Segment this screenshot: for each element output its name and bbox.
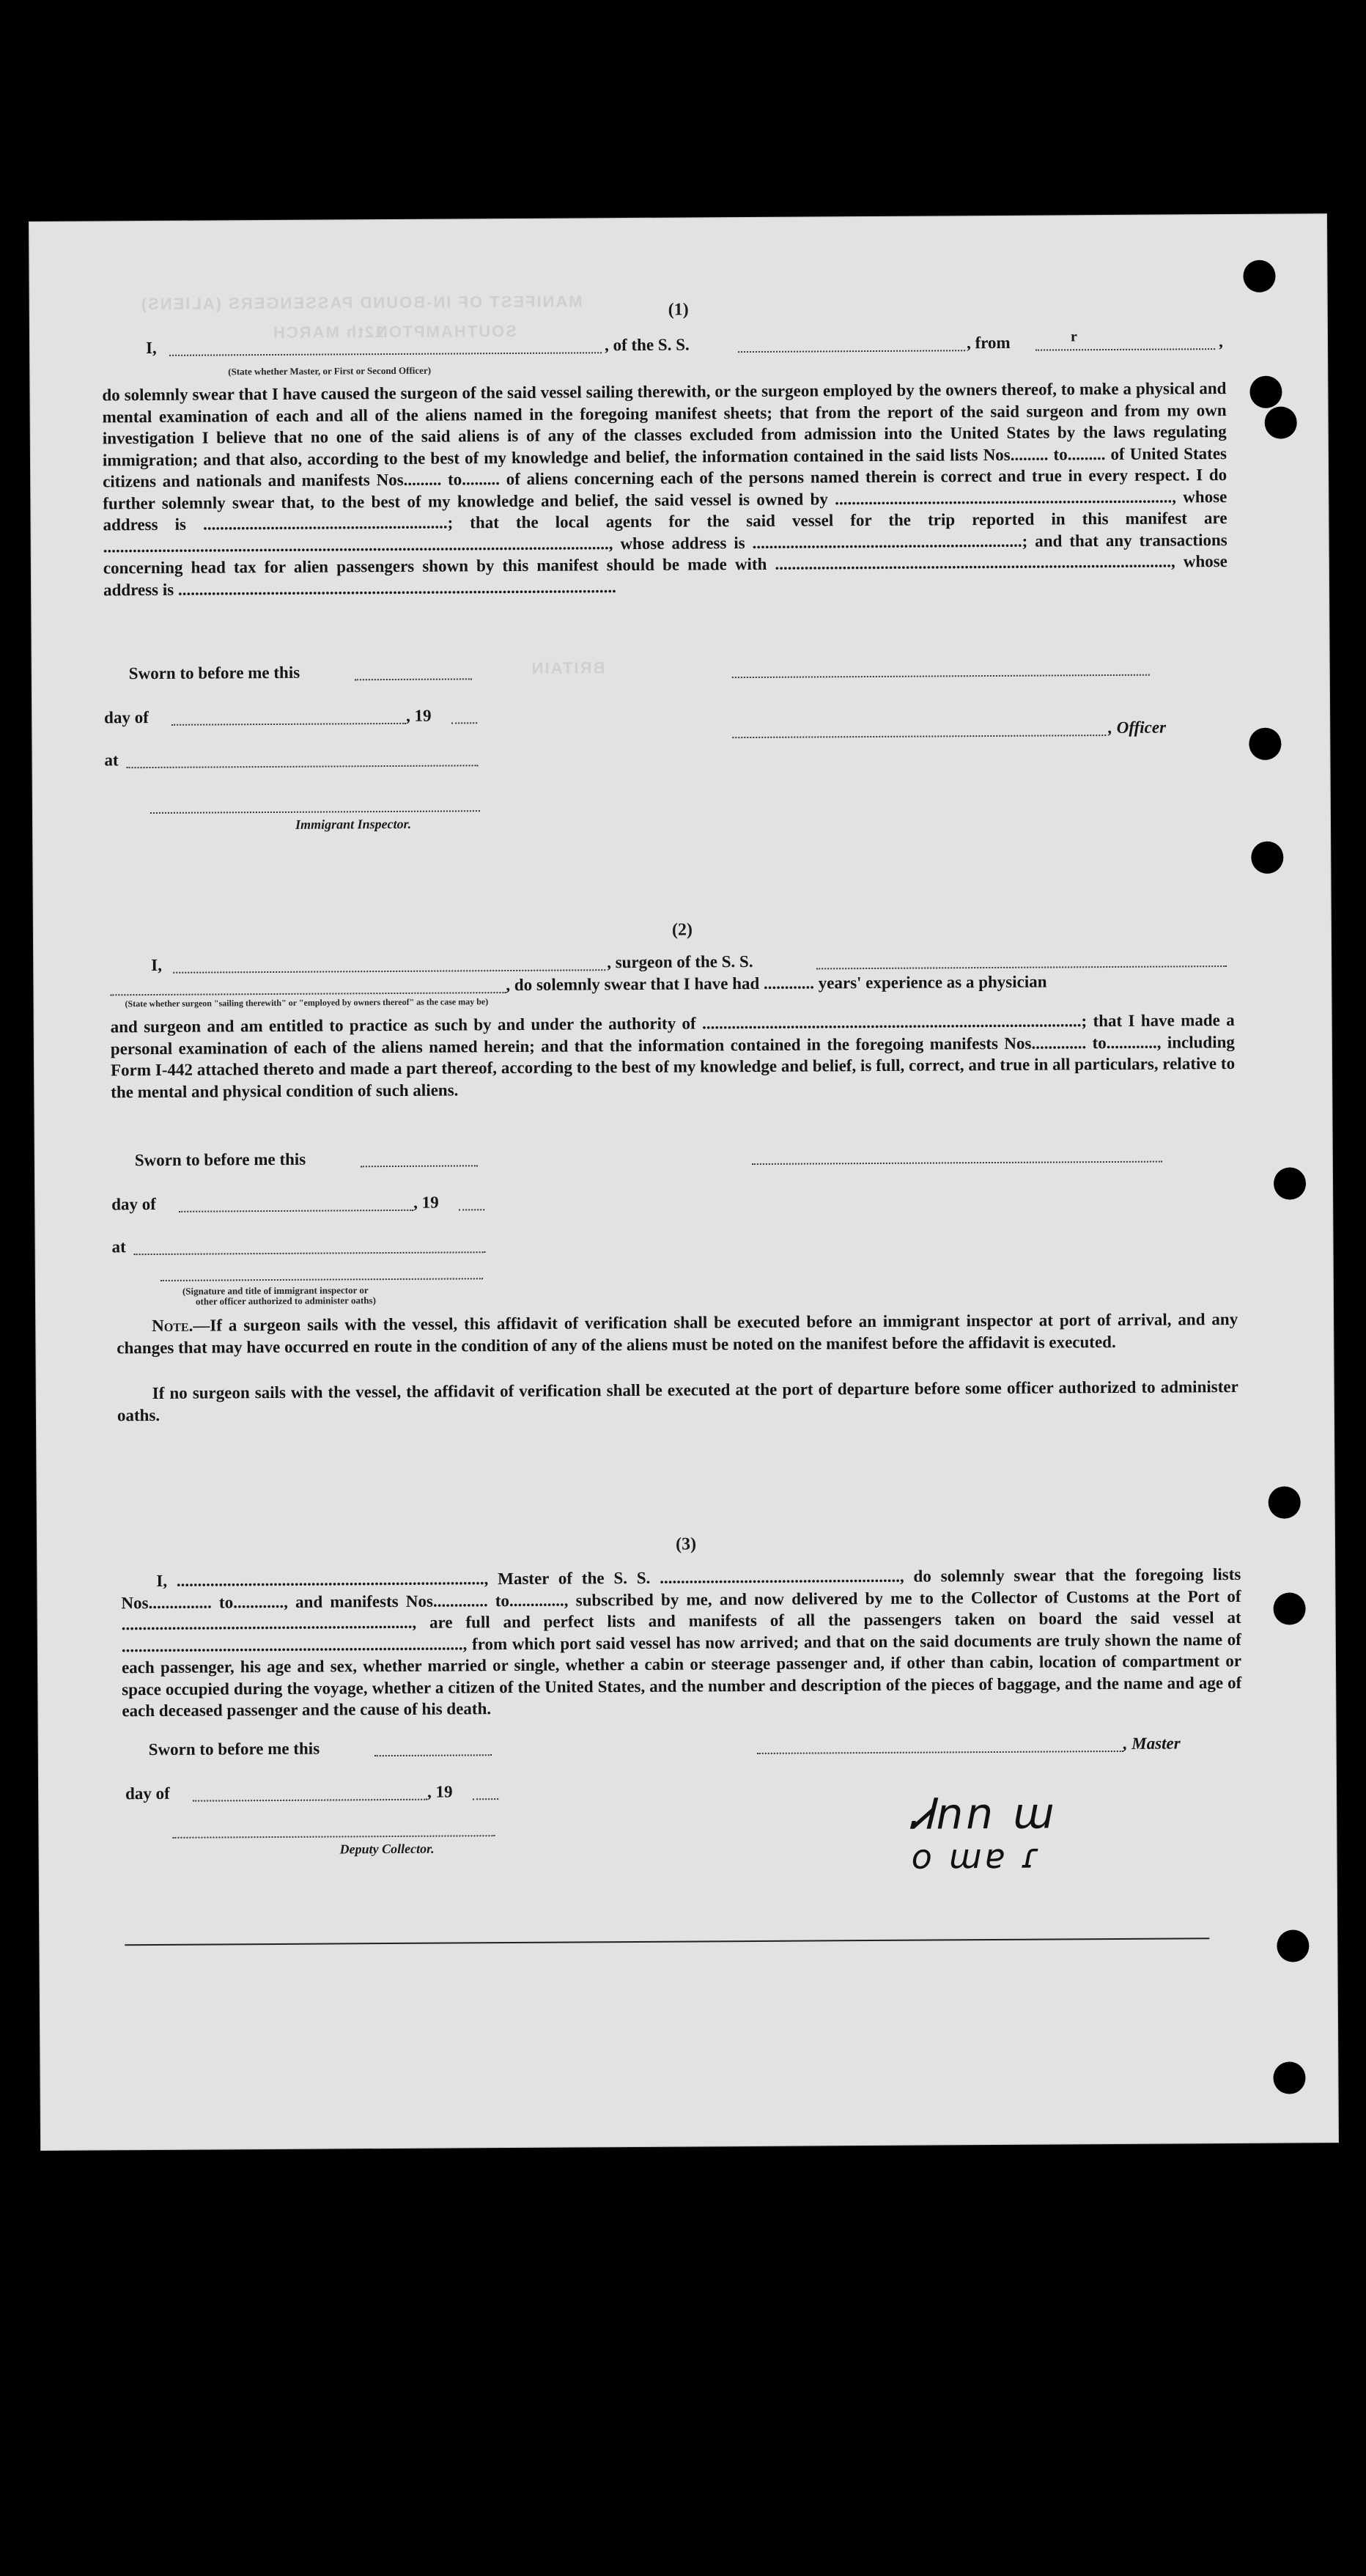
punch-hole xyxy=(1265,406,1297,438)
handwritten-annotation xyxy=(911,1788,1057,1877)
section-2-at-field xyxy=(134,1251,486,1255)
section-1-of-ss: , of the S. S. xyxy=(604,335,690,355)
manifest-page xyxy=(29,214,1338,2150)
section-2-note-2 xyxy=(117,1376,1238,1426)
section-3-body xyxy=(121,1564,1241,1722)
section-2-note xyxy=(117,1309,1238,1358)
immigrant-inspector-label: Immigrant Inspector. xyxy=(295,816,412,832)
section-1-at-field xyxy=(127,765,479,768)
surgeon-status-field xyxy=(110,992,506,996)
from-port-value: r xyxy=(1070,328,1077,345)
section-1-at: at xyxy=(104,751,119,770)
section-2-surgeon: , surgeon of the S. S. xyxy=(607,952,753,972)
section-3-year: , 19 xyxy=(427,1782,453,1801)
section-2-year: , 19 xyxy=(413,1193,439,1212)
section-2-vessel-field xyxy=(816,965,1227,969)
note-label: Note. xyxy=(152,1316,193,1336)
punch-hole xyxy=(1274,1167,1306,1199)
section-3-sworn-field xyxy=(374,1754,492,1756)
section-2-year-field xyxy=(459,1209,484,1210)
from-port-field xyxy=(1035,348,1215,350)
bleed-through-date: 12th MARCH xyxy=(271,323,385,342)
surgeon-name-field xyxy=(173,969,605,974)
punch-hole xyxy=(1277,1929,1309,1962)
bleed-through-title: MANIFEST OF IN-BOUND PASSENGERS (ALIENS) xyxy=(139,292,583,314)
section-2-at: at xyxy=(111,1237,126,1256)
section-2-sig-caption-2: other officer authorized to administer oaths) xyxy=(195,1295,376,1307)
punch-hole xyxy=(1249,728,1281,760)
master-name-field xyxy=(169,352,602,356)
punch-hole xyxy=(1243,260,1275,292)
section-2-sworn: Sworn to before me this xyxy=(134,1149,306,1170)
section-2-day-field xyxy=(179,1210,413,1212)
section-2-number: (2) xyxy=(671,920,693,940)
deputy-collector-label: Deputy Collector. xyxy=(339,1841,435,1857)
surgeon-signature-line xyxy=(752,1161,1162,1165)
officer-caption: (State whether Master, or First or Second Officer) xyxy=(228,364,432,378)
section-3-day-field xyxy=(193,1799,427,1802)
punch-hole xyxy=(1251,842,1283,874)
section-2-day-of: day of xyxy=(111,1194,156,1214)
handwriting-line-2: o ɯɐ ɾ xyxy=(911,1836,1043,1877)
officer-label: , Officer xyxy=(1108,718,1167,737)
note-2-text: If no surgeon sails with the vessel, the affidavit of verification shall be executed at the port of departure before some officer authorized to administer oaths. xyxy=(117,1377,1238,1424)
deputy-collector-line xyxy=(172,1835,495,1839)
vessel-name-field xyxy=(738,350,965,353)
master-signature-line xyxy=(757,1751,1123,1754)
surgeon-caption: (State whether surgeon "sailing therewith" or "employed by owners thereof" as the case may be) xyxy=(125,996,489,1009)
section-1-year: , 19 xyxy=(406,706,432,725)
section-1-body: do solemnly swear that I have caused the surgeon of the said vessel sailing therewith, or the surgeon employed by the owners thereof, to make a physical and mental examination of each and all of the aliens named in the foregoing manifest sheets; that from the report of the said surgeon and from my own investigation I believe that no one of the said aliens is of any of the classes excluded from admission into the United States by the laws regulating immigration; and that also, according to the best of my knowledge and belief, the information contained in the said lists Nos......... to......... of United States citizens and nationals and manifests Nos......... to......... of aliens concerning each of the persons named therein is correct and true in every respect. I do further solemnly swear that, to the best of my knowledge and belief, the said vessel is owned by ................................................................................, whose address is ..........................................................; that the local agents for the said vessel for the trip reported in this manifest are ........................................................................................................................, whose address is ................................................................; and that any transactions concerning head tax for alien passengers shown by this manifest should be made with .............................................................................................., whose address is ........................................................................................................ xyxy=(102,379,1227,599)
section-3-year-field xyxy=(473,1798,498,1800)
section-1-year-field xyxy=(451,722,477,724)
section-2-i: I, xyxy=(151,955,162,975)
section-2-inspector-line xyxy=(160,1278,483,1281)
master-label: , Master xyxy=(1123,1734,1181,1753)
inspector-signature-line xyxy=(150,810,480,814)
punch-hole xyxy=(1249,376,1282,408)
section-2-line-2: , do solemnly swear that I have had ............ years' experience as a physician xyxy=(506,972,1047,995)
section-1-from: , from xyxy=(966,333,1011,353)
note-text: —If a surgeon sails with the vessel, this affidavit of verification shall be executed before an immigrant inspector at port of arrival, and any changes that may have occurred en route in the condition of any of the aliens must be noted on the manifest before the affidavit is executed. xyxy=(117,1309,1238,1357)
bottom-rule xyxy=(125,1937,1209,1946)
section-1-i: I, xyxy=(145,338,157,358)
section-1-comma: , xyxy=(1218,332,1223,351)
section-1-day-of: day of xyxy=(104,708,149,727)
section-3-text: I, ........................................................................., Master of the S. S. ........................................................., do solemnly swear that the foregoing lists Nos............... to............, and manifests Nos............. to............., subscribed by me, and now delivered by me to the Collector of Customs at the Port of ....................................................................., are full and perfect lists and manifests of all the passengers taken on board the said vessel at ................................................................................., from which port said vessel has now arrived; and that on the said documents are truly shown the name of each passenger, his age and sex, whether married or single, whether a cabin or steerage passenger and, if other than cabin, location of compartment or space occupied during the voyage, whether a citizen of the United States, and the number and description of the pieces of baggage, and the name and age of each deceased passenger and the cause of his death. xyxy=(121,1564,1242,1721)
section-3-day-of: day of xyxy=(125,1784,170,1803)
bleed-through-port: SOUTHAMPTON xyxy=(374,321,517,342)
punch-hole xyxy=(1273,1592,1305,1624)
section-1-sworn-field xyxy=(355,678,472,680)
section-2-sig-caption-1: (Signature and title of immigrant inspector or xyxy=(182,1284,369,1297)
section-1-sworn: Sworn to before me this xyxy=(128,663,300,683)
section-2-sworn-field xyxy=(361,1165,478,1167)
officer-signature-line xyxy=(732,735,1106,738)
punch-hole xyxy=(1273,2061,1305,2094)
punch-hole xyxy=(1269,1486,1301,1518)
section-2-body: and surgeon and am entitled to practice as such by and under the authority of ..........................................................................................; that I have made a personal examination of each of the aliens named herein; and that the information contained in the foregoing manifests Nos............. to............, including Form I-442 attached thereto and made a part thereof, according to the best of my knowledge and belief, is full, correct, and true in all particulars, relative to the mental and physical condition of such aliens. xyxy=(110,1010,1236,1101)
officer-signature-line-top xyxy=(732,674,1150,678)
bleed-through-country: BRITAIN xyxy=(530,658,605,677)
section-3-sworn: Sworn to before me this xyxy=(148,1739,320,1759)
section-1-day-field xyxy=(171,723,406,726)
handwriting-line-1: Ꮧnn ɯ xyxy=(911,1788,1057,1839)
section-3-number: (3) xyxy=(675,1534,697,1554)
section-1-number: (1) xyxy=(668,300,689,320)
